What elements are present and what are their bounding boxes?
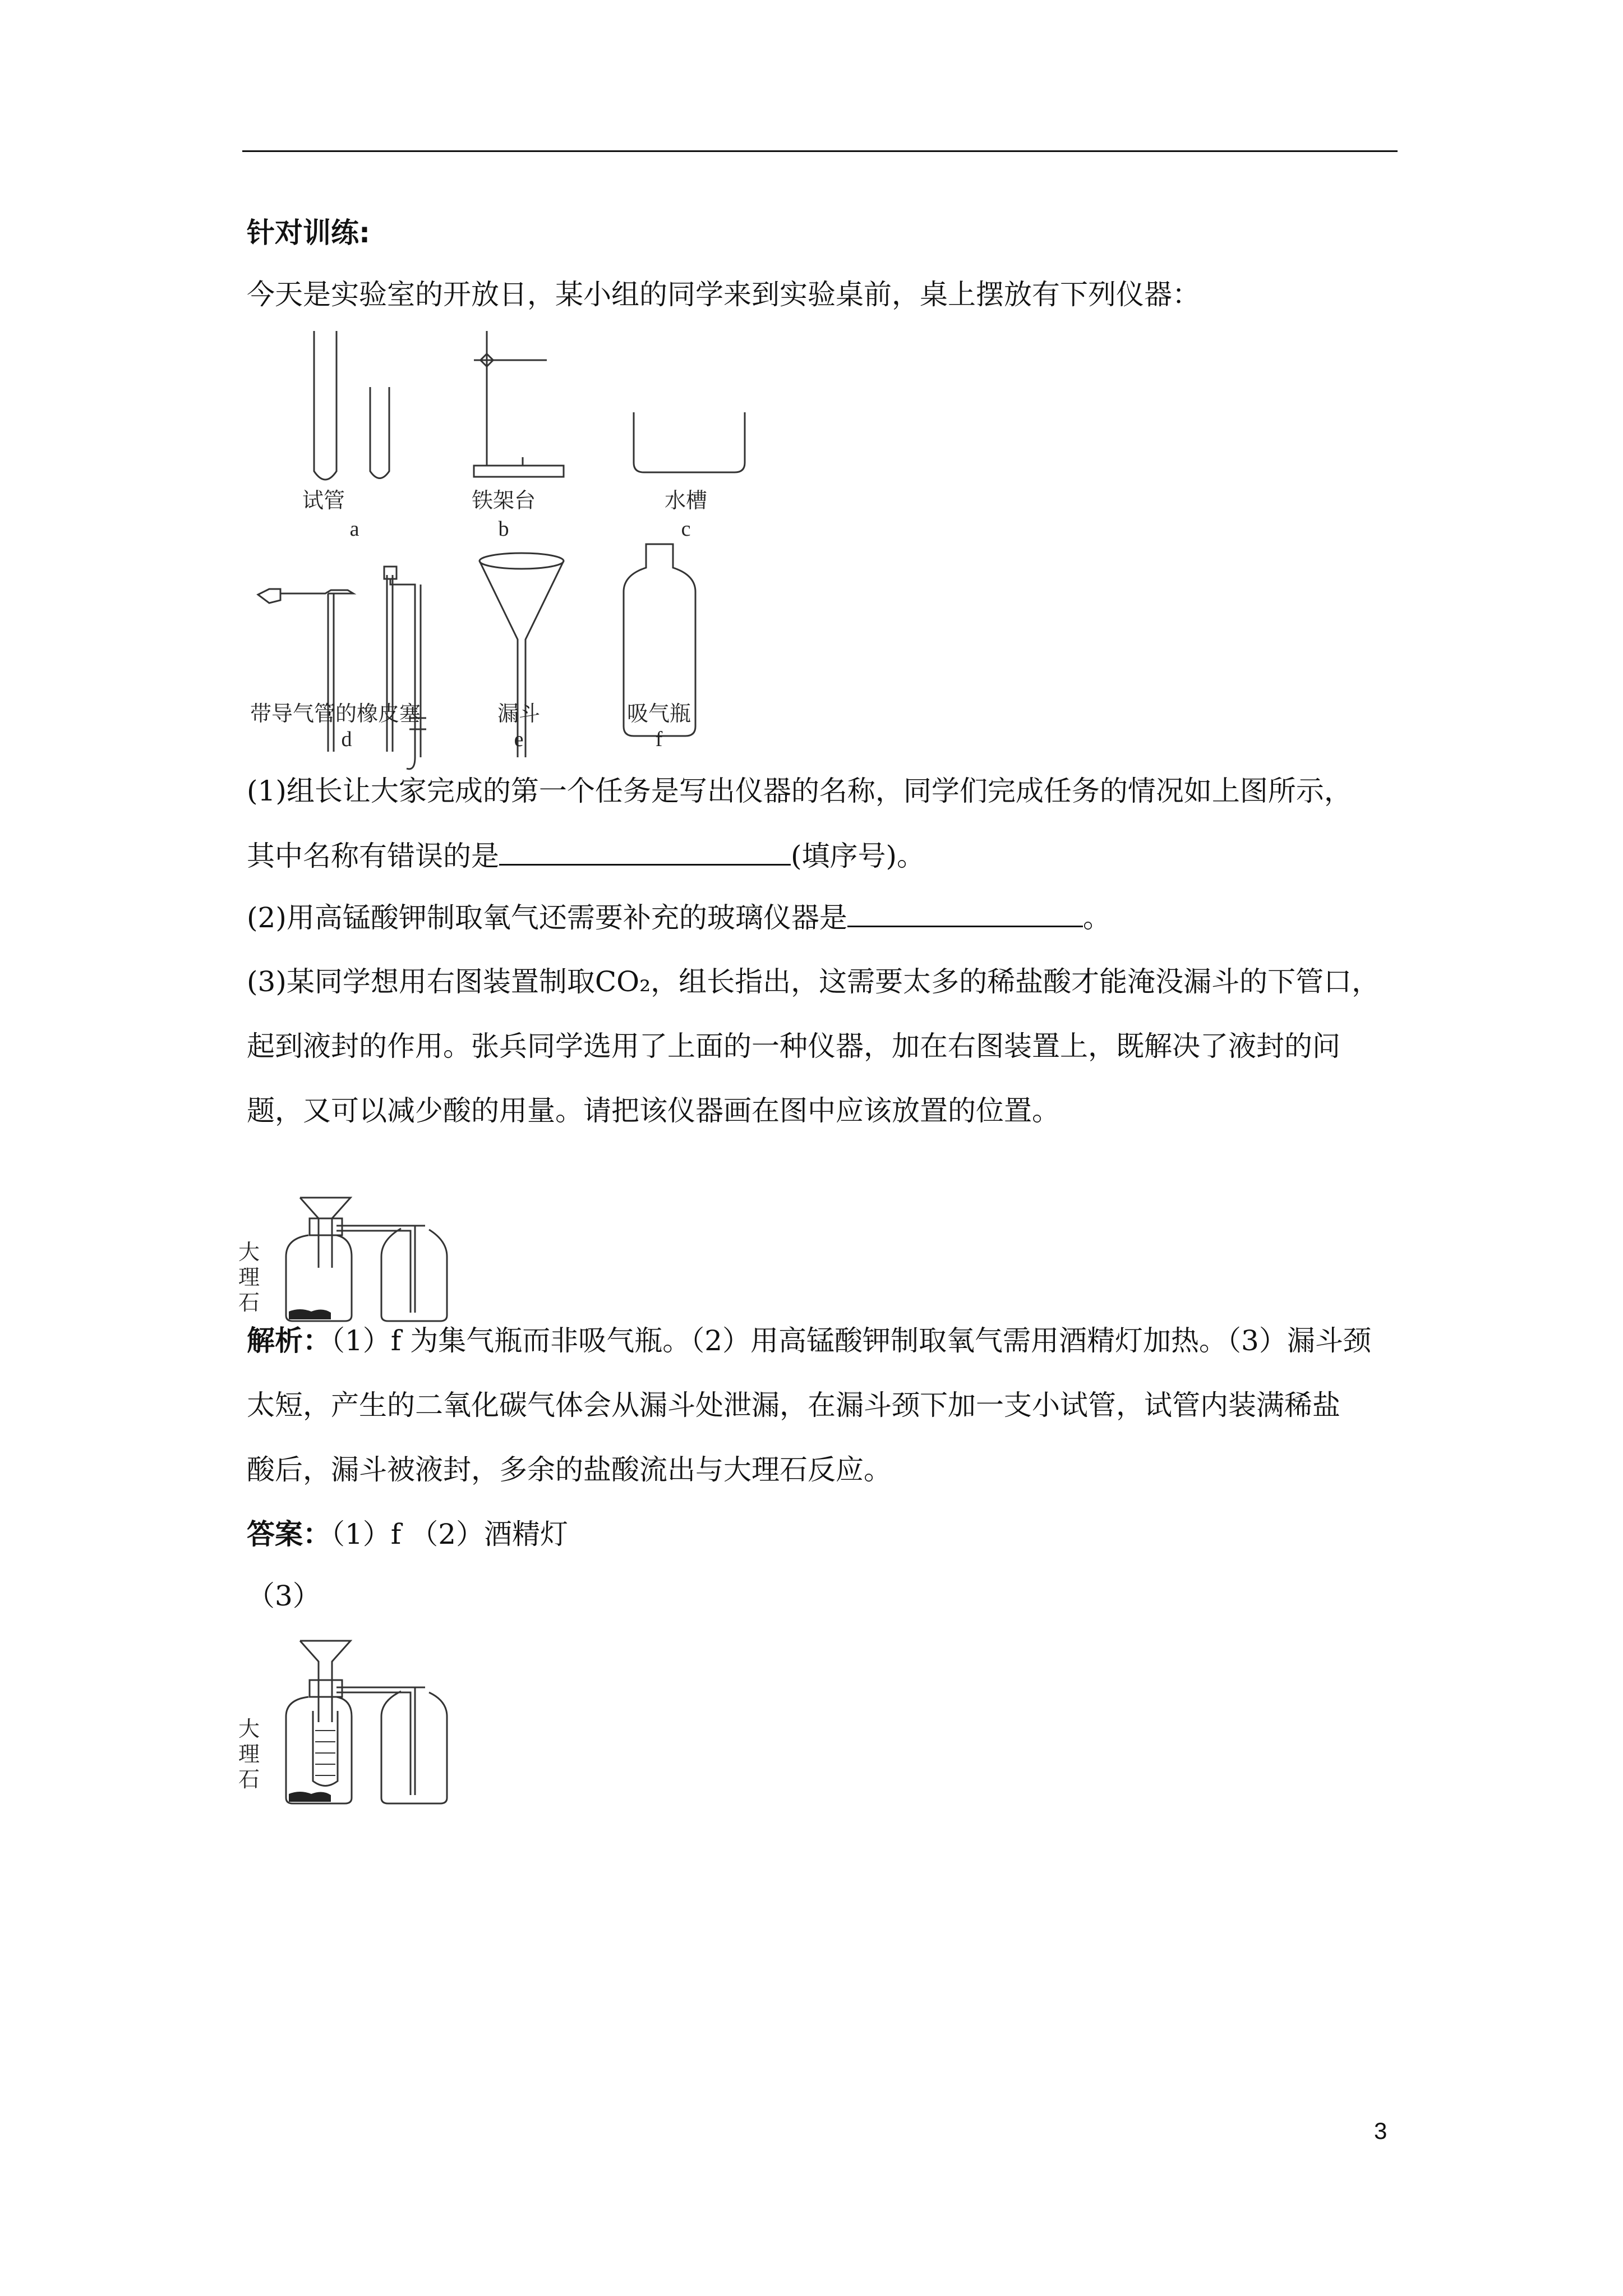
label-c-letter: c xyxy=(681,517,691,541)
page-number: 3 xyxy=(1374,2118,1387,2144)
iron-stand-icon xyxy=(474,331,564,477)
q2-answer-blank[interactable] xyxy=(847,898,1083,927)
q2-line: (2)用高锰酸钾制取氧气还需要补充的玻璃仪器是 。 xyxy=(247,898,1111,937)
analysis-line3: 酸后，漏斗被液封，多余的盐酸流出与大理石反应。 xyxy=(247,1453,892,1486)
q1-answer-blank[interactable] xyxy=(499,836,791,866)
q1-line1: (1)组长让大家完成的第一个任务是写出仪器的名称，同学们完成任务的情况如上图所示， xyxy=(247,775,1352,807)
label-d-name: 带导气管的橡皮塞 xyxy=(250,701,421,726)
label-e-name: 漏斗 xyxy=(497,701,541,726)
label-a-letter: a xyxy=(349,517,359,541)
test-tube-icon xyxy=(314,331,389,480)
q3-line3: 题，又可以减少酸的用量。请把该仪器画在图中应该放置的位置。 xyxy=(247,1094,1060,1127)
q3-line1: (3)某同学想用右图装置制取CO₂，组长指出，这需要太多的稀盐酸才能淹没漏斗的下管口， xyxy=(247,965,1380,998)
marble-label-2: 理 xyxy=(238,1265,260,1290)
q1-line2: 其中名称有错误的是 (填序号)。 xyxy=(247,836,925,876)
label-f-name: 吸气瓶 xyxy=(626,701,691,726)
funnel-icon xyxy=(479,553,564,757)
q3-line2: 起到液封的作用。张兵同学选用了上面的一种仪器，加在右图装置上，既解决了液封的问 xyxy=(247,1030,1340,1062)
label-f-letter: f xyxy=(655,728,663,751)
analysis-line2: 太短，产生的二氧化碳气体会从漏斗处泄漏，在漏斗颈下加一支小试管，试管内装满稀盐 xyxy=(247,1389,1340,1421)
label-b-letter: b xyxy=(498,517,509,541)
small-test-tube-icon xyxy=(313,1711,338,1786)
label-e-letter: e xyxy=(514,728,524,751)
water-trough-icon xyxy=(634,412,745,472)
marble-label-1: 大 xyxy=(238,1240,260,1264)
marble-label-3: 石 xyxy=(238,1290,260,1315)
instruments-figure xyxy=(247,325,751,763)
marble-label-1: 大 xyxy=(238,1717,260,1741)
apparatus-figure-question xyxy=(238,1195,494,1324)
label-c-name: 水槽 xyxy=(664,488,708,513)
label-b-name: 铁架台 xyxy=(471,488,536,513)
answer-line: 答案：（1）f （2）酒精灯 xyxy=(247,1518,569,1550)
marble-icon xyxy=(289,1309,331,1319)
apparatus-figure-answer xyxy=(238,1638,494,1806)
marble-label-3: 石 xyxy=(238,1767,260,1792)
label-d-letter: d xyxy=(341,728,352,751)
header-rule xyxy=(242,150,1398,152)
analysis-line1: 解析：（1）f 为集气瓶而非吸气瓶。（2）用高锰酸钾制取氧气需用酒精灯加热。（3）漏斗颈 xyxy=(247,1324,1371,1357)
marble-icon xyxy=(289,1792,331,1802)
marble-label-2: 理 xyxy=(238,1742,260,1766)
answer-3-label: （3） xyxy=(247,1580,321,1612)
section-title: 针对训练: xyxy=(247,217,370,249)
intro-text: 今天是实验室的开放日，某小组的同学来到实验桌前，桌上摆放有下列仪器： xyxy=(247,278,1200,311)
label-a-name: 试管 xyxy=(302,488,345,513)
